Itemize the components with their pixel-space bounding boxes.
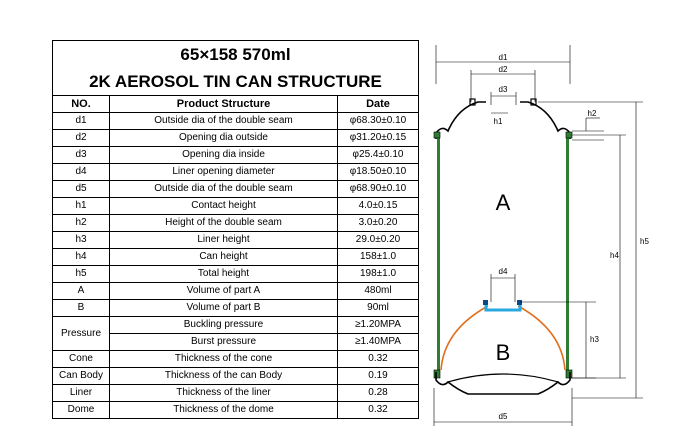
row-structure: Total height [110,266,338,283]
row-value: 0.32 [338,351,419,368]
d5-label: d5 [498,412,508,421]
row-value: 198±1.0 [338,266,419,283]
h2-label: h2 [587,109,597,118]
row-value: 3.0±0.20 [338,215,419,232]
h1-label: h1 [493,117,503,126]
h4-label: h4 [610,251,619,260]
row-value: φ68.90±0.10 [338,181,419,198]
table-row [53,113,419,130]
table-row [53,181,419,198]
row-structure: Liner height [110,232,338,249]
table-row [53,147,419,164]
pressure-label: Pressure [53,317,110,351]
row-value: 4.0±0.15 [338,198,419,215]
row-value: 158±1.0 [338,249,419,266]
row-value: 0.32 [338,402,419,419]
can-body-wall-right [566,135,569,375]
table-row-pressure-1 [53,317,419,334]
row-value: φ25.4±0.10 [338,147,419,164]
header-no: NO. [53,96,110,113]
row-structure: Contact height [110,198,338,215]
header-structure: Product Structure [110,96,338,113]
title-line2: 2K AEROSOL TIN CAN STRUCTURE [53,69,419,96]
spec-table [52,40,419,419]
row-no: d3 [53,147,110,164]
h3-label: h3 [590,335,599,344]
table-row [53,283,419,300]
d3-label: d3 [498,85,508,94]
d4-label: d4 [498,267,508,276]
row-no: h1 [53,198,110,215]
row-no: Dome [53,402,110,419]
table-row [53,351,419,368]
table-row [53,198,419,215]
row-value: φ18.50±0.10 [338,164,419,181]
row-structure: Thickness of the dome [110,402,338,419]
table-row [53,130,419,147]
row-value: 0.19 [338,368,419,385]
row-no: d5 [53,181,110,198]
row-value: 0.28 [338,385,419,402]
part-b-label: B [495,340,511,365]
part-a-label: A [495,190,511,215]
title-line1: 65×158 570ml [53,41,419,70]
rows-tail [53,351,419,419]
table-row [53,215,419,232]
table-row [53,368,419,385]
row-value: 480ml [338,283,419,300]
row-no: Cone [53,351,110,368]
row-no: h4 [53,249,110,266]
row-structure: Thickness of the cone [110,351,338,368]
d1-label: d1 [498,53,508,62]
row-no: h2 [53,215,110,232]
row-structure: Thickness of the liner [110,385,338,402]
row-no: A [53,283,110,300]
row-structure: Outside dia of the double seam [110,181,338,198]
rows-body [53,113,419,317]
table-row [53,402,419,419]
row-no: Can Body [53,368,110,385]
d2-label: d2 [498,65,508,74]
row-value: 90ml [338,300,419,317]
row-no: Liner [53,385,110,402]
row-structure: Thickness of the can Body [110,368,338,385]
row-no: d2 [53,130,110,147]
row-no: h3 [53,232,110,249]
row-value: φ31.20±0.15 [338,130,419,147]
can-cone-outline [436,102,570,139]
row-structure: Outside dia of the double seam [110,113,338,130]
row-structure: Volume of part B [110,300,338,317]
header-date: Date [338,96,419,113]
row-structure: Height of the double seam [110,215,338,232]
h5-label: h5 [640,237,649,246]
row-structure: Opening dia inside [110,147,338,164]
pressure-structure-1: Buckling pressure [110,317,338,334]
table-row [53,385,419,402]
header-row [53,96,419,113]
row-structure: Liner opening diameter [110,164,338,181]
table-row [53,266,419,283]
row-no: h5 [53,266,110,283]
table-row [53,232,419,249]
table-row [53,164,419,181]
pressure-value-2: ≥1.40MPA [338,334,419,351]
table-row [53,300,419,317]
liner-opening-valve [486,302,520,310]
row-value: φ68.30±0.10 [338,113,419,130]
row-structure: Can height [110,249,338,266]
can-body-wall-left [437,135,440,375]
row-structure: Volume of part A [110,283,338,300]
row-structure: Opening dia outside [110,130,338,147]
pressure-structure-2: Burst pressure [110,334,338,351]
pressure-value-1: ≥1.20MPA [338,317,419,334]
row-no: B [53,300,110,317]
row-value: 29.0±0.20 [338,232,419,249]
row-no: d4 [53,164,110,181]
can-structure-diagram [428,40,678,440]
row-no: d1 [53,113,110,130]
table-row [53,249,419,266]
can-bottom-dome [436,372,570,394]
